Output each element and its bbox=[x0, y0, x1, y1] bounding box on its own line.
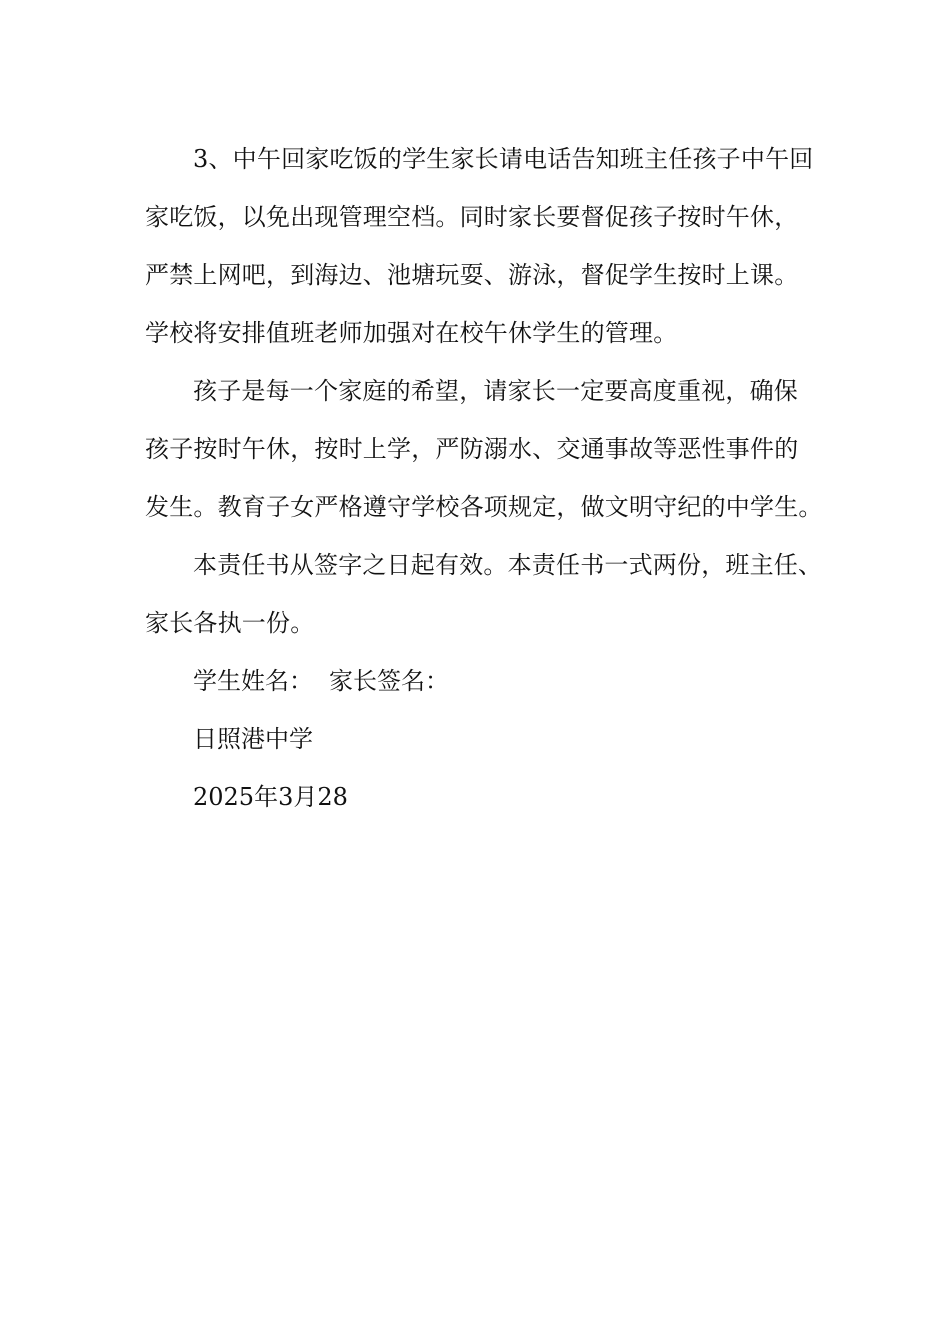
paragraph-line: 孩子是每一个家庭的希望，请家长一定要高度重视，确保 bbox=[193, 377, 798, 405]
document-body bbox=[145, 130, 835, 826]
paragraph-line: 家吃饭，以免出现管理空档。同时家长要督促孩子按时午休， bbox=[145, 203, 799, 231]
paragraph-line: 发生。教育子女严格遵守学校各项规定，做文明守纪的中学生。 bbox=[145, 493, 823, 521]
school-name: 日照港中学 bbox=[193, 725, 313, 753]
paragraph-family-hope bbox=[145, 362, 835, 536]
paragraph-line: 本责任书从签字之日起有效。本责任书一式两份，班主任、 bbox=[193, 551, 823, 579]
parent-signature-label: 家长签名： bbox=[329, 667, 449, 695]
paragraph-line: 家长各执一份。 bbox=[145, 609, 315, 637]
signature-line bbox=[145, 652, 835, 710]
document-date: 2025年3月28 bbox=[193, 783, 348, 811]
paragraph-line: 学校将安排值班老师加强对在校午休学生的管理。 bbox=[145, 319, 678, 347]
paragraph-line: 孩子按时午休，按时上学，严防溺水、交通事故等恶性事件的 bbox=[145, 435, 799, 463]
paragraph-validity bbox=[145, 536, 835, 652]
paragraph-lunch-notice bbox=[145, 130, 835, 362]
student-name-label: 学生姓名： bbox=[193, 667, 313, 695]
paragraph-line: 3、中午回家吃饭的学生家长请电话告知班主任孩子中午回 bbox=[193, 145, 814, 173]
paragraph-line: 严禁上网吧，到海边、池塘玩耍、游泳，督促学生按时上课。 bbox=[145, 261, 799, 289]
